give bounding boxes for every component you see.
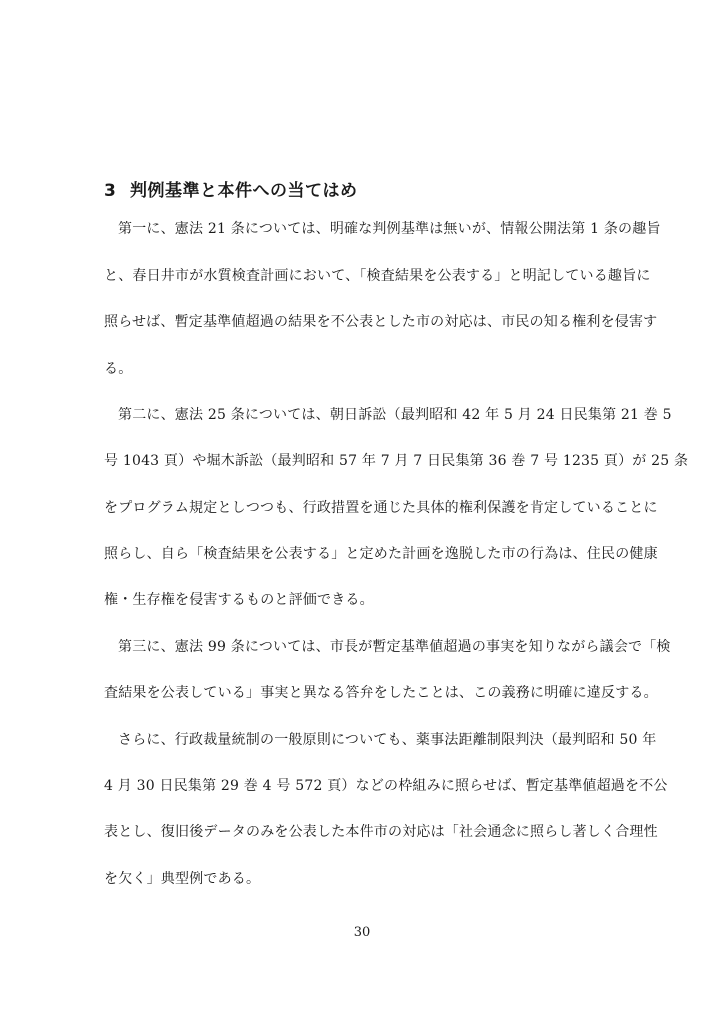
paragraph-line: 権・生存権を侵害するものと評価できる。	[104, 592, 374, 608]
paragraph-line: 表とし、復旧後データのみを公表した本件市の対応は「社会通念に照らし著しく合理性	[104, 824, 658, 840]
section-heading	[104, 176, 358, 201]
page-number: 30	[353, 925, 371, 940]
paragraph-line: 第三に、憲法 99 条については、市長が暫定基準値超過の事実を知りながら議会で「検	[118, 639, 671, 655]
paragraph-line: 査結果を公表している」事実と異なる答弁をしたことは、この義務に明確に違反する。	[104, 685, 658, 701]
paragraph-line: と、春日井市が水質検査計画において、「検査結果を公表する」と明記している趣旨に	[104, 268, 651, 284]
paragraph-line: 第一に、憲法 21 条については、明確な判例基準は無いが、情報公開法第 1 条の趣旨	[118, 221, 661, 237]
paragraph-line: 照らせば、暫定基準値超過の結果を不公表とした市の対応は、市民の知る権利を侵害す	[104, 314, 658, 330]
paragraph-line: る。	[104, 361, 133, 377]
paragraph-line: 4 月 30 日民集第 29 巻 4 号 572 頁）などの枠組みに照らせば、暫定基準値超過を不公	[104, 778, 668, 794]
paragraph-line: さらに、行政裁量統制の一般原則についても、薬事法距離制限判決（最判昭和 50 年	[118, 732, 657, 748]
section-title: 判例基準と本件への当てはめ	[130, 181, 358, 201]
paragraph-line: 号 1043 頁）や堀木訴訟（最判昭和 57 年 7 月 7 日民集第 36 巻 7 号 1235 頁）が 25 条	[104, 453, 689, 469]
paragraph-line: 照らし、自ら「検査結果を公表する」と定めた計画を逸脱した市の行為は、住民の健康	[104, 546, 658, 562]
paragraph-line: 第二に、憲法 25 条については、朝日訴訟（最判昭和 42 年 5 月 24 日民集第 21 巻 5	[118, 407, 672, 423]
section-number: 3	[104, 181, 117, 201]
paragraph-line: をプログラム規定としつつも、行政措置を通じた具体的権利保護を肯定していることに	[104, 500, 658, 516]
paragraph-line: を欠く」典型例である。	[104, 871, 261, 887]
